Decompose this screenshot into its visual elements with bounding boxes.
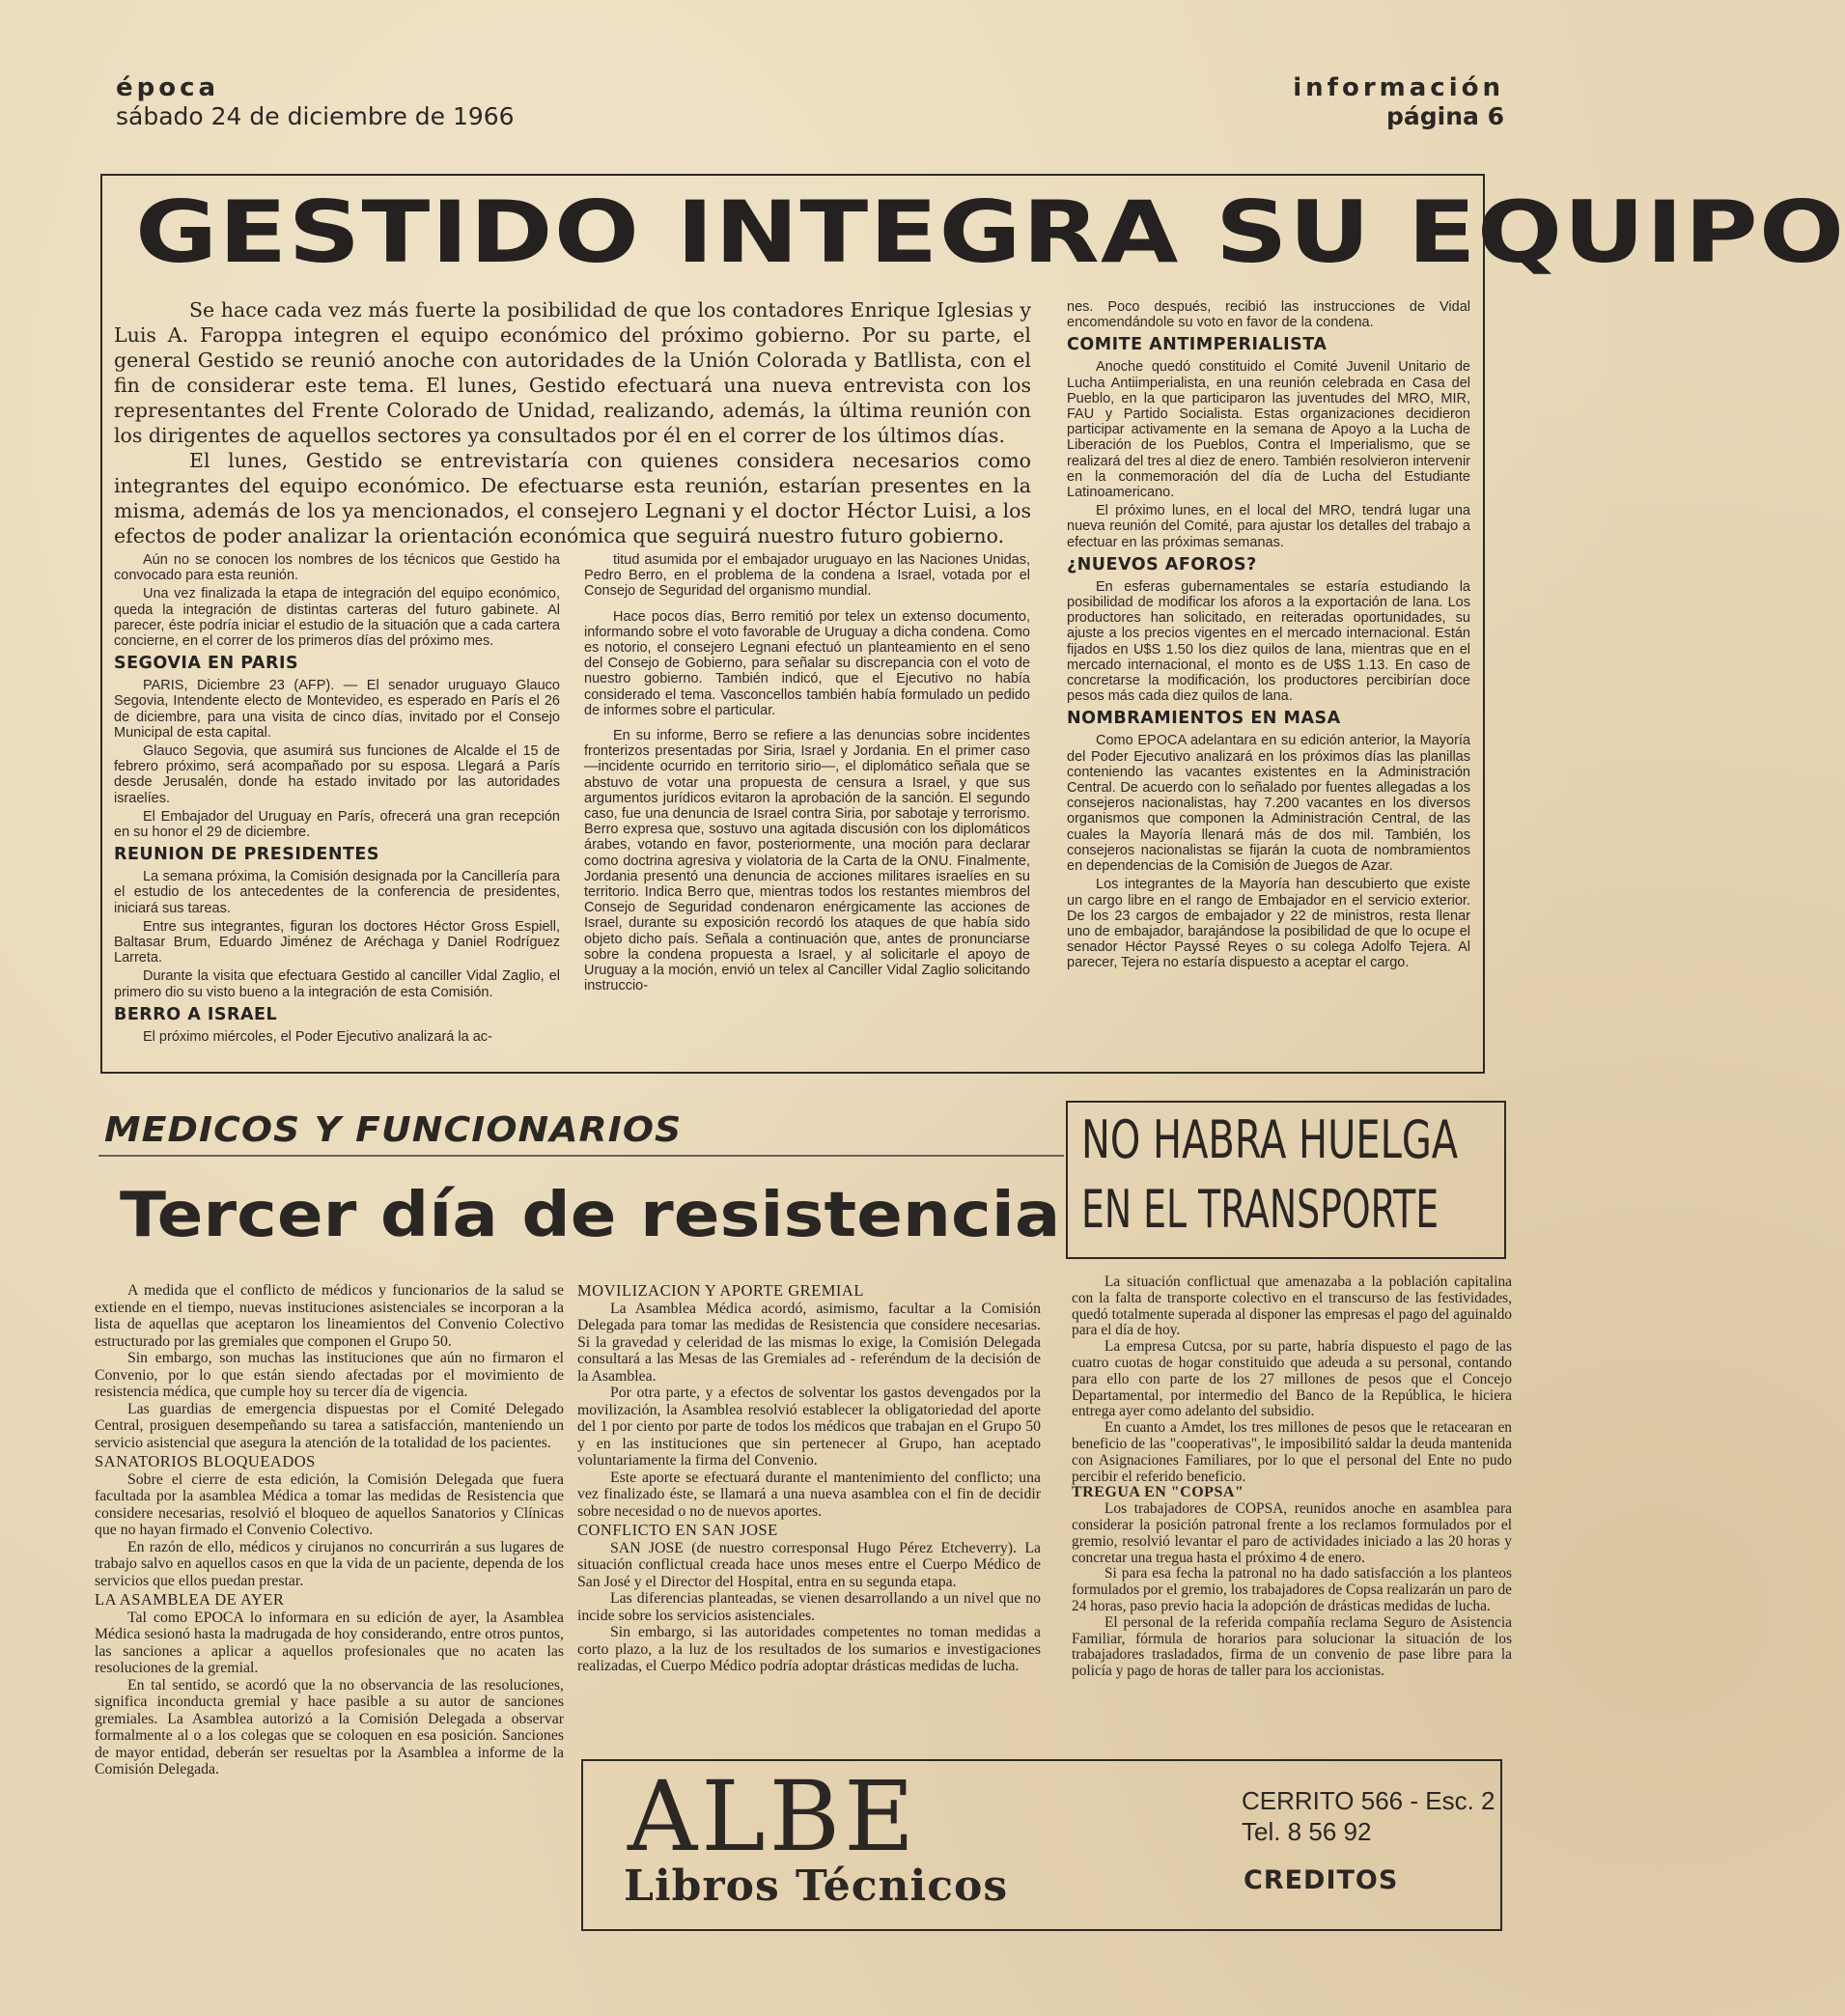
article-paragraph: Glauco Segovia, que asumirá sus funciones de Alcalde el 15 de febrero próximo, será acompañado por su esposa. Llegará a París desde Jerusalén, donde ha estado invitado por las autoridades israelíes. xyxy=(114,743,560,806)
main-col-1 xyxy=(114,552,560,1048)
article-paragraph: En tal sentido, se acordó que la no observancia de las resoluciones, significa inconducta gremial y hace pasible a su autor de sanciones gremiales. La Asamblea autorizó a la Comisión Delegada a observar formalmente al o a los colegas que se coloquen en esa posición. Sanciones de mayor entidad, deberán ser resueltas por la Asamblea a informe de la Comisión Delegada. xyxy=(95,1676,564,1778)
transporte-headline-line1: NO HABRA HUELGA xyxy=(1081,1109,1459,1170)
article-paragraph: Si para esa fecha la patronal no ha dado satisfacción a los planteos formulados por el gremio, los trabajadores de Copsa realizarán un paro de 24 horas, paso previo hacia la adopción de drásticas medidas de lucha. xyxy=(1072,1565,1512,1614)
main-col-3 xyxy=(1067,299,1470,974)
lead-paragraph: El lunes, Gestido se entrevistaría con quienes considera necesarios como integrantes del equipo económico. De efectuarse esta reunión, estarían presentes en la misma, además de los ya mencionados, el consejero Legnani y el doctor Héctor Luisi, a los efectos de poder analizar la orientación económica que seguirá nuestro futuro gobierno. xyxy=(114,449,1031,547)
article-paragraph: Tal como EPOCA lo informara en su edición de ayer, la Asamblea Médica sesionó hasta la madrugada de hoy considerando, entre otros puntos, las sanciones a aplicar a aquellos profesionales que no acaten las resoluciones de la gremial. xyxy=(95,1609,564,1676)
subhead-segovia: SEGOVIA EN PARIS xyxy=(114,654,299,674)
medicos-col-2 xyxy=(577,1282,1041,1675)
article-paragraph: Los trabajadores de COPSA, reunidos anoche en asamblea para considerar la posición patronal frente a los reclamos formulados por el gremio, resolvió levantar el paro de actividades iniciado a las 20 horas y concretar una tregua hasta el próximo 4 de enero. xyxy=(1072,1500,1512,1566)
article-paragraph: Las guardias de emergencia dispuestas por el Comité Delegado Central, prosiguen desempeñando su tarea a satisfacción, manteniendo un servicio asistencial que asegura la atención de la totalidad de los pacientes. xyxy=(95,1400,564,1451)
main-headline: GESTIDO INTEGRA SU EQUIPO xyxy=(135,182,1845,282)
article-paragraph: PARIS, Diciembre 23 (AFP). — El senador uruguayo Glauco Segovia, Intendente electo de Montevideo, es esperado en París el 26 de diciembre, para una visita de cinco días, invitado por el Consejo Municipal de esta capital. xyxy=(114,678,560,741)
article-paragraph: En cuanto a Amdet, los tres millones de pesos que le retacearan en beneficio de las "cooperativas", le imposibilitó saldar la deuda mantenida con Asignaciones Familiares, por lo que el personal del Ente no pudo percibir el referido beneficio. xyxy=(1072,1419,1512,1485)
transporte-body xyxy=(1072,1274,1512,1680)
article-paragraph: La situación conflictual que amenazaba a la población capitalina con la falta de transporte colectivo en el transcurso de las festividades, quedó totalmente superada al disponer las empresas el pago del aguinaldo para el día de hoy. xyxy=(1072,1274,1512,1339)
article-paragraph: El Embajador del Uruguay en París, ofrecerá una gran recepción en su honor el 29 de diciembre. xyxy=(114,808,560,841)
subhead-san-jose: CONFLICTO EN SAN JOSE xyxy=(577,1521,778,1539)
subhead-tregua: TREGUA EN "COPSA" xyxy=(1072,1484,1244,1501)
article-paragraph: Sobre el cierre de esta edición, la Comisión Delegada que fuera facultada por la asamblea Médica a tomar las medidas de Resistencia que considere necesarias, resolvió el bloqueo de aquellos Sanatorios y Clínicas que no hayan firmado el Convenio Colectivo. xyxy=(95,1470,564,1538)
section-name: información xyxy=(1293,73,1504,102)
article-paragraph: A medida que el conflicto de médicos y funcionarios de la salud se extiende en el tiempo, nuevas instituciones asistenciales se incorporan a la lista de aquellas que aceptaron los lineamientos del Convenio Colectivo estructurado por las gremiales que componen el Grupo 50. xyxy=(95,1282,564,1350)
issue-date: sábado 24 de diciembre de 1966 xyxy=(116,102,515,130)
ad-brand: ALBE xyxy=(628,1760,919,1873)
medicos-col-1 xyxy=(95,1282,564,1778)
article-paragraph: La empresa Cutcsa, por su parte, habría dispuesto el pago de las cuatro cuotas de hogar constituido que adeuda a su personal, contando para ello con parte de los 27 millones de pesos que el Concejo Departamental, por intermedio del Banco de la República, le hiciera entrega ayer como adelanto del subsidio. xyxy=(1072,1338,1512,1420)
lead-paragraph: Se hace cada vez más fuerte la posibilidad de que los contadores Enrique Iglesias y Luis A. Faroppa integren el equipo económico del próximo gobierno. Por su parte, el general Gestido se reunió anoche con autoridades de la Unión Colorada y Batllista, con el fin de considerar este tema. El lunes, Gestido efectuará una nueva entrevista con los representantes del Frente Colorado de Unidad, realizando, además, la última reunión con los dirigentes de aquellos sectores ya consultados por él en el correr de los últimos días. xyxy=(114,298,1031,447)
article-paragraph: La Asamblea Médica acordó, asimismo, facultar a la Comisión Delegada para tomar las medidas de Resistencia que considere necesarias. Si la gravedad y celeridad de las mismas lo exige, la Comisión Delegada consultará a las Mesas de las Gremiales ad - referéndum de la decisión de la Asamblea. xyxy=(577,1300,1041,1385)
main-col-2 xyxy=(584,552,1030,996)
medicos-kicker: MEDICOS Y FUNCIONARIOS xyxy=(104,1110,683,1150)
article-paragraph: SAN JOSE (de nuestro corresponsal Hugo Pérez Etcheverry). La situación conflictual creada hace unos meses entre el Cuerpo Médico de San José y el Director del Hospital, entra en su segunda etapa. xyxy=(577,1539,1041,1590)
subhead-nombramientos: NOMBRAMIENTOS EN MASA xyxy=(1067,709,1341,729)
article-paragraph: El próximo miércoles, el Poder Ejecutivo analizará la ac- xyxy=(143,1028,492,1045)
article-paragraph: El personal de la referida compañía reclama Seguro de Asistencia Familiar, fórmula de horarios para solucionar la situación de los trabajadores trasladados, firma de un convenio de pase libre para la policía y pago de horas de taller para los accionistas. xyxy=(1072,1613,1512,1680)
subhead-comite: COMITE ANTIMPERIALISTA xyxy=(1067,335,1328,355)
article-paragraph: Hace pocos días, Berro remitió por telex un extenso documento, informando sobre el voto favorable de Uruguay a dicha condena. Como es notorio, el consejero Legnani efectuó un planteamiento en el seno del Consejo de Gobierno, para señalar su discrepancia con el voto de nuestro gobierno. También indicó, que el Ejecutivo no había considerado el tema. Vasconcellos también había formulado un pedido de informes sobre el particular. xyxy=(584,608,1030,718)
article-paragraph: Una vez finalizada la etapa de integración del equipo económico, queda la integración de distintas carteras del futuro gabinete. Al parecer, éste podría iniciar el estudio de la situación que a cada cartera concierne, en el correr de los primeros días del próximo mes. xyxy=(114,586,560,650)
article-paragraph: Aún no se conocen los nombres de los técnicos que Gestido ha convocado para esta reunión. xyxy=(114,552,560,584)
article-paragraph: Como EPOCA adelantara en su edición anterior, la Mayoría del Poder Ejecutivo analizará en los próximos días las planillas conteniendo las vacantes existentes en la Administración Central. De acuerdo con lo señalado por fuentes allegadas a los consejeros nacionalistas, hay 7.200 vacantes en los diversos organismos que componen la Administración Central, de las cuales la Mayoría llenará más de dos mil. También, los consejeros nacionalistas se fijarán la cuota de nombramientos en dependencias de la Comisión de Juegos de Azar. xyxy=(1067,733,1470,875)
masthead-left xyxy=(116,73,515,131)
article-paragraph: Los integrantes de la Mayoría han descubierto que existe un cargo libre en el rango de Embajador en el servicio exterior. De los 23 cargos de embajador y 22 de ministros, resta llenar uno de embajador, barajándose la posibilidad de que lo ocupe el senador Héctor Payssé Reyes o su colega Adolfo Tejera. Al parecer, Tejera no estaría dispuesto a aceptar el cargo. xyxy=(1067,877,1470,971)
subhead-berro: BERRO A ISRAEL xyxy=(114,1004,278,1024)
subhead-movilizacion: MOVILIZACION Y APORTE GREMIAL xyxy=(577,1281,864,1300)
article-paragraph: En esferas gubernamentales se estaría estudiando la posibilidad de modificar los aforos a la exportación de lana. Los productores han solicitado, en reiteradas oportunidades, su ajuste a los precios vigentes en el mercado internacional. Están fijados en U$S 1.50 los diez quilos de lana, mientras que en el mercado internacional, el monto es de U$S 1.13. En caso de concretarse la modificación, los productores percibirían doce pesos más cada diez quilos de lana. xyxy=(1067,578,1470,705)
article-paragraph: La semana próxima, la Comisión designada por la Cancillería para el estudio de los antecedentes de la conferencia de presidentes, iniciará sus tareas. xyxy=(114,869,560,916)
transporte-headline-line2: EN EL TRANSPORTE xyxy=(1081,1179,1440,1240)
article-paragraph: Durante la visita que efectuara Gestido al canciller Vidal Zaglio, el primero dio su visto bueno a la integración de esta Comisión. xyxy=(114,968,560,1000)
kicker-underline xyxy=(98,1155,1064,1157)
ad-subtitle: Libros Técnicos xyxy=(624,1862,1009,1911)
article-paragraph: En razón de ello, médicos y cirujanos no concurrirán a sus lugares de trabajo salvo en aquellos casos en que la vida de un paciente, dependa de los servicios que ellos puedan prestar. xyxy=(95,1538,564,1589)
article-paragraph: Por otra parte, y a efectos de solventar los gastos devengados por la movilización, la Asamblea resolvió establecer la obligatoriedad del aporte del 1 por ciento por parte de todos los médicos que trabajan en el Grupo 50 y en las instituciones que sin pertenecer al Grupo, han aceptado voluntariamente la firma del Convenio. xyxy=(577,1385,1041,1469)
article-paragraph: El próximo lunes, en el local del MRO, tendrá lugar una nueva reunión del Comité, para ajustar los detalles del trabajo a efectuar en las próximas semanas. xyxy=(1067,503,1470,550)
main-lead xyxy=(114,297,1031,548)
article-paragraph: En su informe, Berro se refiere a las denuncias sobre incidentes fronterizos presentadas por Siria, Israel y Jordania. En el primer caso —incidente ocurrido en territorio sirio—, el diplomático señala que se abstuvo de votar una propuesta de censura a Israel, y que sus argumentos jurídicos evitaron la aprobación de la sanción. El segundo caso, fue una denuncia de Israel contra Siria, por sabotaje y terrorismo. Berro expresa que, sostuvo una agitada discusión con los diplomáticos árabes, votando en favor, posteriormente, una moción para declarar como doctrina agresiva y violatoria de la Carta de la ONU. Finalmente, Jordania presentó una denuncia de acciones militares israelíes en su territorio. Indica Berro que, mientras todos los restantes miembros del Consejo de Seguridad condenaron enérgicamente las acciones de Israel, durante su exposición recordó los ataques de que había sido objeto dicho país. Señala a continuación que, antes de pronunciarse sobre la condena propuesta a Israel, y al solicitarle el apoyo de Uruguay a la moción, envió un telex al Canciller Vidal Zaglio solicitando instruccio- xyxy=(584,728,1030,994)
article-paragraph: titud asumida por el embajador uruguayo en las Naciones Unidas, Pedro Berro, en el problema de la condena a Israel, votada por el Consejo de Seguridad del organismo mundial. xyxy=(584,552,1030,600)
article-paragraph: Sin embargo, si las autoridades competentes no toman medidas a corto plazo, a la luz de los resultados de los sumarios e investigaciones realizadas, el Cuerpo Médico podría adoptar drásticas medidas de lucha. xyxy=(577,1624,1041,1674)
subhead-sanatorios: SANATORIOS BLOQUEADOS xyxy=(95,1452,316,1470)
subhead-reunion: REUNION DE PRESIDENTES xyxy=(114,845,379,865)
masthead-right xyxy=(1293,73,1504,131)
article-paragraph: nes. Poco después, recibió las instrucciones de Vidal encomendándole su voto en favor de la condena. xyxy=(1067,299,1470,331)
medicos-headline: Tercer día de resistencia xyxy=(120,1180,1061,1251)
article-paragraph: Anoche quedó constituido el Comité Juvenil Unitario de Lucha Antiimperialista, en una reunión celebrada en Casa del Pueblo, en la que participaron las juventudes del MRO, MIR, FAU y Partido Socialista. Estas organizaciones decidieron participar activamente en la semana de Apoyo a la Lucha de Liberación de los Pueblos, Contra el Imperialismo, que se realizará del tres al diez de enero. También resolvieron intervenir en la conmemoración del día de Lucha del Estudiante Latinoamericano. xyxy=(1067,359,1470,501)
subhead-asamblea: LA ASAMBLEA DE AYER xyxy=(95,1590,285,1609)
article-paragraph: Sin embargo, son muchas las instituciones que aún no firmaron el Convenio, por lo que están siendo afectadas por el movimiento de resistencia médica, que cumple hoy su tercer día de vigencia. xyxy=(95,1350,564,1400)
ad-credit: CREDITOS xyxy=(1244,1865,1399,1895)
newspaper-name: época xyxy=(116,73,220,102)
ad-phone: Tel. 8 56 92 xyxy=(1242,1817,1372,1846)
page-number: página 6 xyxy=(1386,102,1504,130)
subhead-aforos: ¿NUEVOS AFOROS? xyxy=(1067,554,1257,574)
ad-address: CERRITO 566 - Esc. 2 xyxy=(1242,1786,1496,1815)
article-paragraph: Entre sus integrantes, figuran los doctores Héctor Gross Espiell, Baltasar Brum, Eduardo Jiménez de Aréchaga y Daniel Rodríguez Larreta. xyxy=(114,918,560,966)
article-paragraph: Este aporte se efectuará durante el mantenimiento del conflicto; una vez finalizado éste, se llamará a una nueva asamblea con el fin de decidir sobre necesidad o no de nuevos aportes. xyxy=(577,1469,1041,1520)
article-paragraph: Las diferencias planteadas, se vienen desarrollando a un nivel que no incide sobre los servicios asistenciales. xyxy=(577,1590,1041,1624)
